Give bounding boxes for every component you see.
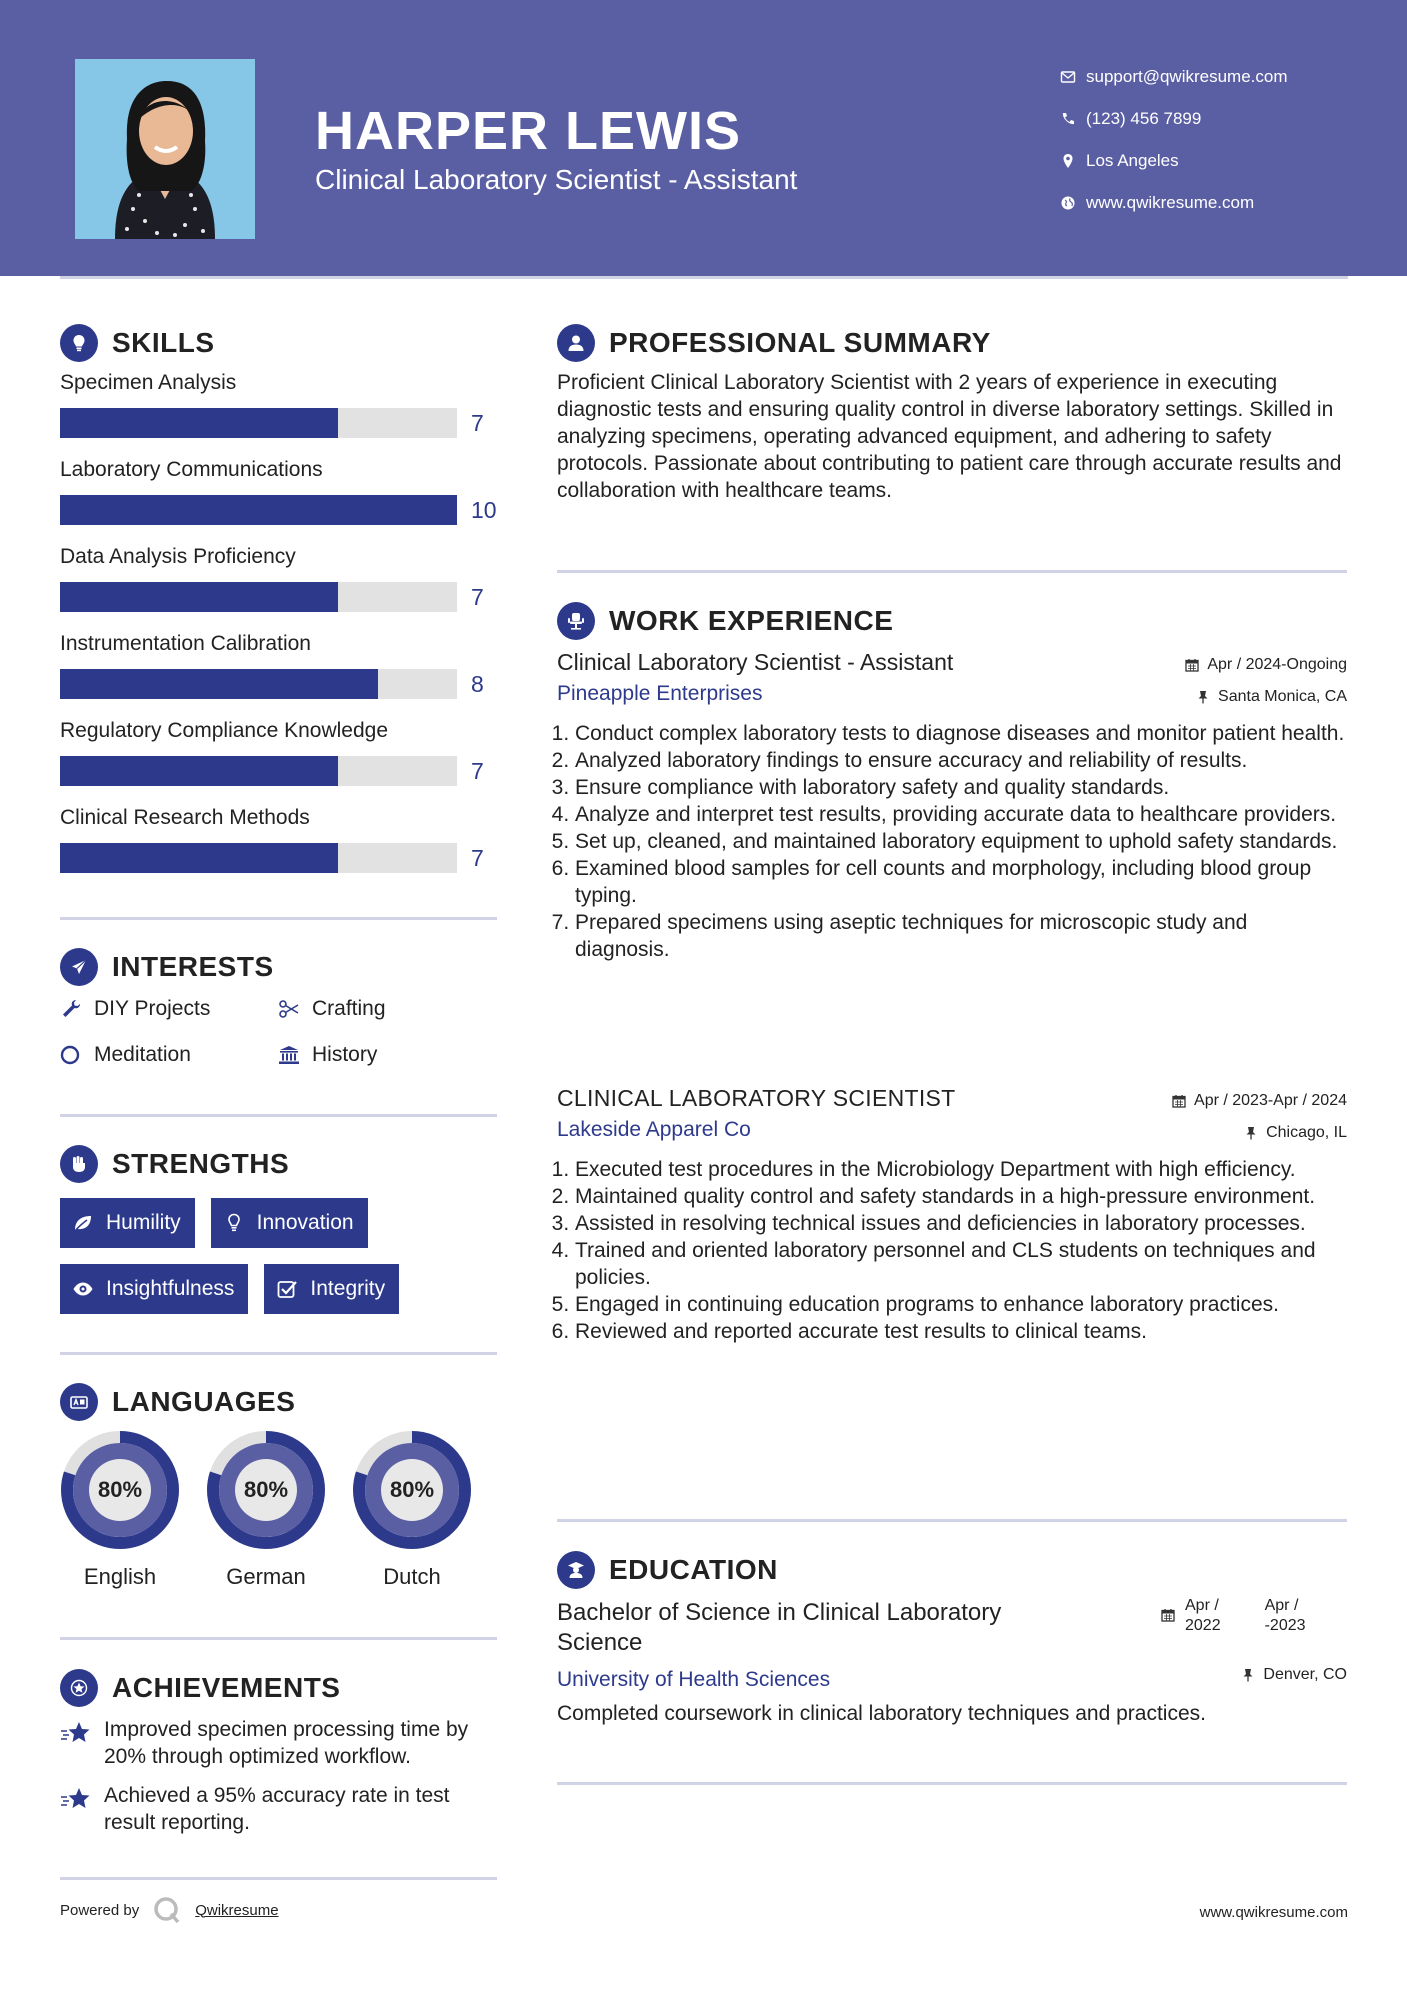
graduate-icon — [557, 1551, 595, 1589]
wrench-icon — [60, 998, 94, 1020]
summary-title: PROFESSIONAL SUMMARY — [609, 327, 991, 358]
strength-label: Insightfulness — [106, 1277, 235, 1300]
job-location — [1172, 1117, 1347, 1149]
skill-bar-fill — [60, 843, 338, 873]
job-bullet: 4. Trained and oriented laboratory personnel and CLS students on techniques and policies. — [575, 1237, 1347, 1291]
strength-tag — [211, 1198, 368, 1248]
section-divider — [557, 1519, 1347, 1522]
job-bullet: 6. Reviewed and reported accurate test results to clinical teams. — [575, 1318, 1347, 1345]
office-chair-icon — [557, 602, 595, 640]
interest-item — [278, 1038, 498, 1072]
language-item — [352, 1430, 472, 1590]
job-bullet: 3. Ensure compliance with laboratory safety and quality standards. — [575, 774, 1347, 801]
interest-label: DIY Projects — [94, 997, 211, 1020]
language-item — [60, 1430, 180, 1590]
job-bullet: 6. Examined blood samples for cell counts and morphology, including blood group typing. — [575, 855, 1347, 909]
skill-bar — [60, 408, 457, 438]
job-location — [1185, 681, 1347, 713]
skill-name: Laboratory Communications — [60, 458, 323, 481]
contact-location-text: Los Angeles — [1086, 151, 1179, 170]
education-end-month: Apr / — [1264, 1597, 1299, 1614]
contact-email[interactable] — [1050, 56, 1288, 98]
education-heading — [557, 1551, 778, 1589]
language-name: German — [226, 1564, 306, 1589]
summary-text: Proficient Clinical Laboratory Scientist with 2 years of experience in executing diagnostic tests and ensuring quality control in diverse laboratory settings. Skilled in analyzing specimens, operating advanced equipment, and adhering to safety protocols. Passionate about contributing to patient care through accurate results and collaboration with healthcare teams. — [557, 371, 1342, 502]
languages-heading — [60, 1383, 295, 1421]
language-ring — [206, 1430, 326, 1550]
skill-value: 7 — [471, 410, 484, 436]
section-divider — [60, 1637, 497, 1640]
profile-photo — [75, 59, 255, 239]
job-dates-text: Apr / 2024-Ongoing — [1207, 656, 1347, 673]
raised-fist-icon — [60, 1145, 98, 1183]
job-location-text: Santa Monica, CA — [1218, 688, 1347, 705]
education-title: EDUCATION — [609, 1554, 778, 1585]
strength-tag — [264, 1264, 399, 1314]
interest-item — [60, 992, 278, 1026]
job-bullets — [557, 720, 1347, 963]
pushpin-icon — [1244, 1126, 1258, 1140]
skills-heading — [60, 324, 215, 362]
job-bullet: 2. Maintained quality control and safety standards in a high-pressure environment. — [575, 1183, 1347, 1210]
shooting-star-icon — [60, 1716, 104, 1751]
lightbulb-icon — [60, 324, 98, 362]
strengths-title: STRENGTHS — [112, 1148, 290, 1179]
star-badge-icon — [60, 1669, 98, 1707]
skill-item — [60, 368, 500, 455]
languages-title: LANGUAGES — [112, 1386, 296, 1417]
achievement-item — [60, 1782, 500, 1836]
skill-value: 7 — [471, 584, 484, 610]
pushpin-icon — [1241, 1668, 1255, 1682]
strength-label: Humility — [106, 1211, 181, 1234]
skills-title: SKILLS — [112, 327, 215, 358]
strength-label: Innovation — [256, 1211, 354, 1234]
job-bullet: 3. Assisted in resolving technical issues and deficiencies in laboratory processes. — [575, 1210, 1347, 1237]
strength-tag — [60, 1264, 248, 1314]
resume-header — [0, 0, 1407, 276]
skill-value: 8 — [471, 671, 484, 697]
interests-title: INTERESTS — [112, 951, 274, 982]
skill-name: Instrumentation Calibration — [60, 632, 311, 655]
skill-bar-fill — [60, 756, 338, 786]
interest-label: Meditation — [94, 1043, 191, 1066]
qwikresume-logo-icon — [153, 1896, 181, 1924]
education-school: University of Health Sciences — [557, 1668, 831, 1691]
education-start-year: 2022 — [1185, 1617, 1221, 1634]
contact-list — [1050, 56, 1288, 224]
job-title: Clinical Laboratory Scientist - Assistant — [557, 649, 954, 675]
strengths-list — [60, 1198, 500, 1314]
envelope-icon — [1050, 69, 1086, 85]
strength-tag — [60, 1198, 195, 1248]
languages-list — [60, 1430, 472, 1590]
paper-plane-icon — [60, 948, 98, 986]
summary-heading — [557, 324, 991, 362]
skill-bar — [60, 582, 457, 612]
language-icon — [60, 1383, 98, 1421]
achievement-text: Achieved a 95% accuracy rate in test result reporting. — [104, 1784, 450, 1834]
skill-bar-fill — [60, 582, 338, 612]
interest-label: History — [312, 1043, 378, 1066]
skill-value: 7 — [471, 758, 484, 784]
skill-name: Specimen Analysis — [60, 371, 237, 394]
powered-by-label: Powered by — [60, 1901, 140, 1919]
candidate-role: Clinical Laboratory Scientist - Assistant — [315, 164, 798, 195]
work-heading — [557, 602, 893, 640]
job-bullet: 5. Engaged in continuing education programs to enhance laboratory practices. — [575, 1291, 1347, 1318]
skill-bar-fill — [60, 495, 457, 525]
leaf-icon — [72, 1212, 94, 1234]
phone-icon — [1050, 111, 1086, 127]
achievements-title: ACHIEVEMENTS — [112, 1672, 341, 1703]
interests-heading — [60, 948, 274, 986]
job-bullet: 4. Analyze and interpret test results, providing accurate data to healthcare providers. — [575, 801, 1347, 828]
candidate-name: HARPER LEWIS — [315, 101, 742, 161]
skill-value: 7 — [471, 845, 484, 871]
skills-list — [60, 368, 500, 890]
skill-name: Clinical Research Methods — [60, 806, 310, 829]
language-name: English — [83, 1564, 157, 1589]
interest-item — [278, 992, 498, 1026]
education-description: Completed coursework in clinical laboratory techniques and practices. — [557, 1702, 1206, 1725]
job-bullets — [557, 1156, 1347, 1345]
skill-item — [60, 455, 500, 542]
achievement-item — [60, 1716, 500, 1770]
skill-value: 10 — [471, 497, 497, 523]
education-start — [1185, 1596, 1221, 1636]
language-ring — [352, 1430, 472, 1550]
circle-icon — [60, 1044, 94, 1066]
skill-bar — [60, 495, 457, 525]
shooting-star-icon — [60, 1782, 104, 1817]
section-divider — [60, 1877, 497, 1880]
achievements-list — [60, 1716, 500, 1848]
language-level: 80% — [97, 1477, 143, 1502]
education-end-year: -2023 — [1264, 1617, 1306, 1634]
interest-label: Crafting — [312, 997, 386, 1020]
education-degree: Bachelor of Science in Clinical Laboratory Science — [557, 1599, 1002, 1656]
skill-item — [60, 629, 500, 716]
skill-item — [60, 716, 500, 803]
contact-phone[interactable] — [1050, 98, 1288, 140]
job-company: Pineapple Enterprises — [557, 682, 763, 705]
footer-url[interactable]: www.qwikresume.com — [1199, 1904, 1348, 1921]
calendar-icon — [1161, 1608, 1175, 1622]
interests-list — [60, 992, 500, 1072]
pushpin-icon — [1196, 690, 1210, 704]
user-icon — [557, 324, 595, 362]
museum-icon — [278, 1044, 312, 1066]
achievement-text: Improved specimen processing time by 20% through optimized workflow. — [104, 1718, 469, 1768]
section-divider — [557, 1782, 1347, 1785]
language-item — [206, 1430, 326, 1590]
work-title: WORK EXPERIENCE — [609, 605, 894, 636]
job-location-text: Chicago, IL — [1266, 1124, 1347, 1141]
job-bullet: 2. Analyzed laboratory findings to ensure accuracy and reliability of results. — [575, 747, 1347, 774]
education-end — [1265, 1596, 1306, 1636]
education-location — [1241, 1666, 1347, 1684]
skill-bar-fill — [60, 408, 338, 438]
calendar-icon — [1172, 1094, 1186, 1108]
language-name: Dutch — [383, 1564, 441, 1589]
skill-bar-fill — [60, 669, 378, 699]
education-location-text: Denver, CO — [1263, 1666, 1347, 1683]
skill-item — [60, 803, 500, 890]
contact-website-text: www.qwikresume.com — [1086, 193, 1255, 212]
qwikresume-link[interactable]: Qwikresume — [195, 1901, 279, 1919]
interest-item — [60, 1038, 278, 1072]
checkbox-icon — [276, 1278, 298, 1300]
language-ring — [60, 1430, 180, 1550]
globe-icon — [1050, 195, 1086, 211]
language-level: 80% — [389, 1477, 435, 1502]
contact-location — [1050, 140, 1288, 182]
lightbulb-icon — [223, 1212, 245, 1234]
footer-powered-by — [60, 1896, 279, 1924]
eye-icon — [72, 1278, 94, 1300]
skill-name: Regulatory Compliance Knowledge — [60, 719, 389, 742]
job-bullet: 1. Conduct complex laboratory tests to diagnose diseases and monitor patient health. — [575, 720, 1347, 747]
map-pin-icon — [1050, 153, 1086, 169]
section-divider — [60, 917, 497, 920]
contact-website[interactable] — [1050, 182, 1288, 224]
skill-item — [60, 542, 500, 629]
contact-phone-text: (123) 456 7899 — [1086, 109, 1202, 128]
education-entry — [557, 1598, 1347, 1726]
job-bullet: 7. Prepared specimens using aseptic techniques for microscopic study and diagnosis. — [575, 909, 1347, 963]
section-divider — [557, 570, 1347, 573]
job-bullet: 5. Set up, cleaned, and maintained laboratory equipment to uphold safety standards. — [575, 828, 1347, 855]
strength-label: Integrity — [310, 1277, 386, 1300]
calendar-icon — [1185, 658, 1199, 672]
job-meta — [1172, 1085, 1347, 1149]
job-dates — [1172, 1085, 1347, 1117]
section-divider — [60, 1114, 497, 1117]
section-divider — [60, 1352, 497, 1355]
job-bullet: 1. Executed test procedures in the Microbiology Department with high efficiency. — [575, 1156, 1347, 1183]
skill-bar — [60, 843, 457, 873]
achievements-heading — [60, 1669, 340, 1707]
contact-email-text: support@qwikresume.com — [1086, 67, 1288, 86]
job-company: Lakeside Apparel Co — [557, 1118, 751, 1141]
education-start-month: Apr / — [1185, 1597, 1219, 1614]
education-dates — [1161, 1596, 1350, 1636]
skill-name: Data Analysis Proficiency — [60, 545, 296, 568]
job-entry — [557, 1085, 1347, 1345]
job-dates-text: Apr / 2023-Apr / 2024 — [1194, 1092, 1347, 1109]
job-entry — [557, 649, 1347, 963]
language-level: 80% — [243, 1477, 289, 1502]
skill-bar — [60, 669, 457, 699]
job-dates — [1185, 649, 1347, 681]
skill-bar — [60, 756, 457, 786]
scissors-icon — [278, 998, 312, 1020]
job-meta — [1185, 649, 1347, 713]
strengths-heading — [60, 1145, 289, 1183]
job-title: CLINICAL LABORATORY SCIENTIST — [557, 1085, 956, 1111]
header-divider — [60, 276, 1348, 279]
